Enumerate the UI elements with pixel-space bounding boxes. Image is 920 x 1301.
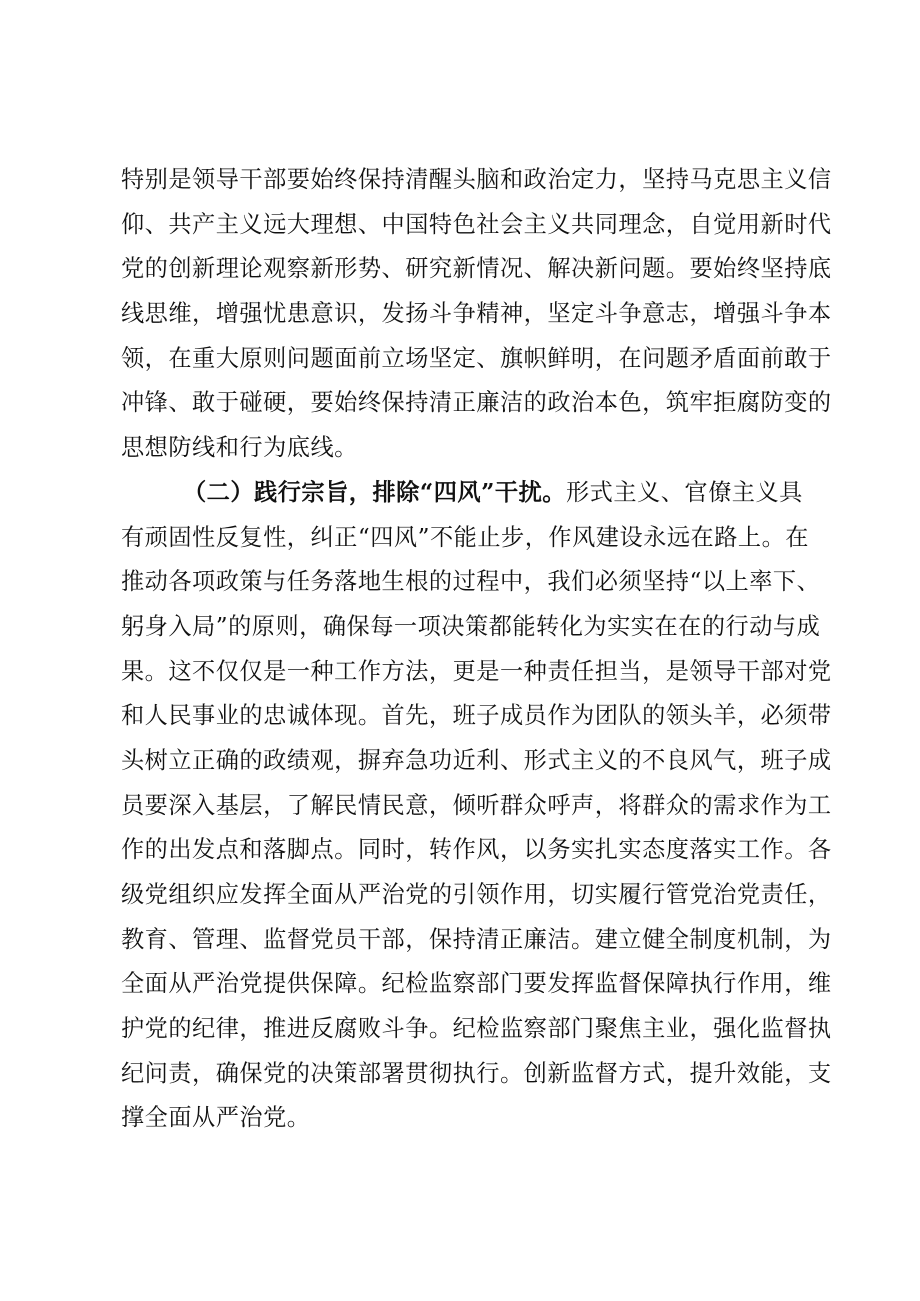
text-line: 党的创新理论观察新形势、研究新情况、解决新问题。要始终坚持底 xyxy=(121,255,832,283)
text-line: 头树立正确的政绩观，摒弃急功近利、形式主义的不良风气，班子成 xyxy=(121,746,832,774)
paragraph-2 xyxy=(121,471,832,1141)
text-line: 员要深入基层，了解民情民意，倾听群众呼声，将群众的需求作为工 xyxy=(121,791,832,819)
text-line: 推动各项政策与任务落地生根的过程中，我们必须坚持“以上率下、 xyxy=(121,568,821,596)
text-line: 和人民事业的忠诚体现。首先，班子成员作为团队的领头羊，必须带 xyxy=(121,702,832,730)
text-line: 级党组织应发挥全面从严治党的引领作用，切实履行管党治党责任， xyxy=(121,881,832,908)
text-line: 有顽固性反复性，纠正“四风”不能止步，作风建设永远在路上。在 xyxy=(121,523,809,551)
paragraph-1 xyxy=(121,158,832,471)
text-line: 教育、管理、监督党员干部，保持清正廉洁。建立健全制度机制，为 xyxy=(121,925,832,953)
text-line: 全面从严治党提供保障。纪检监察部门要发挥监督保障执行作用，维 xyxy=(121,970,832,998)
text-line: 仰、共产主义远大理想、中国特色社会主义共同理念，自觉用新时代 xyxy=(121,210,832,238)
text-line: 果。这不仅仅是一种工作方法，更是一种责任担当，是领导干部对党 xyxy=(121,657,832,685)
text-line: 思想防线和行为底线。 xyxy=(121,434,358,462)
text-line: 躬身入局”的原则，确保每一项决策都能转化为实实在在的行动与成 xyxy=(121,612,821,640)
text-line: 纪问责，确保党的决策部署贯彻执行。创新监督方式，提升效能，支 xyxy=(121,1059,832,1087)
text-line: 线思维，增强忧患意识，发扬斗争精神，坚定斗争意志，增强斗争本 xyxy=(121,300,832,328)
text-line: 撑全面从严治党。 xyxy=(121,1104,311,1132)
section-heading: （二）践行宗旨，排除“四风”干扰。 xyxy=(183,478,566,506)
text-line: 冲锋、敢于碰硬，要始终保持清正廉洁的政治本色，筑牢拒腐防变的 xyxy=(121,389,832,417)
heading-line-rest: 形式主义、官僚主义具 xyxy=(566,478,803,506)
document-body xyxy=(121,158,832,1141)
text-line: 护党的纪律，推进反腐败斗争。纪检监察部门聚焦主业，强化监督执 xyxy=(121,1015,832,1043)
text-line: 特别是领导干部要始终保持清醒头脑和政治定力，坚持马克思主义信 xyxy=(121,166,832,193)
text-line: 领，在重大原则问题面前立场坚定、旗帜鲜明，在问题矛盾面前敢于 xyxy=(121,344,832,372)
text-line: 作的出发点和落脚点。同时，转作风，以务实扎实态度落实工作。各 xyxy=(121,836,832,864)
text-line-first xyxy=(121,471,821,516)
